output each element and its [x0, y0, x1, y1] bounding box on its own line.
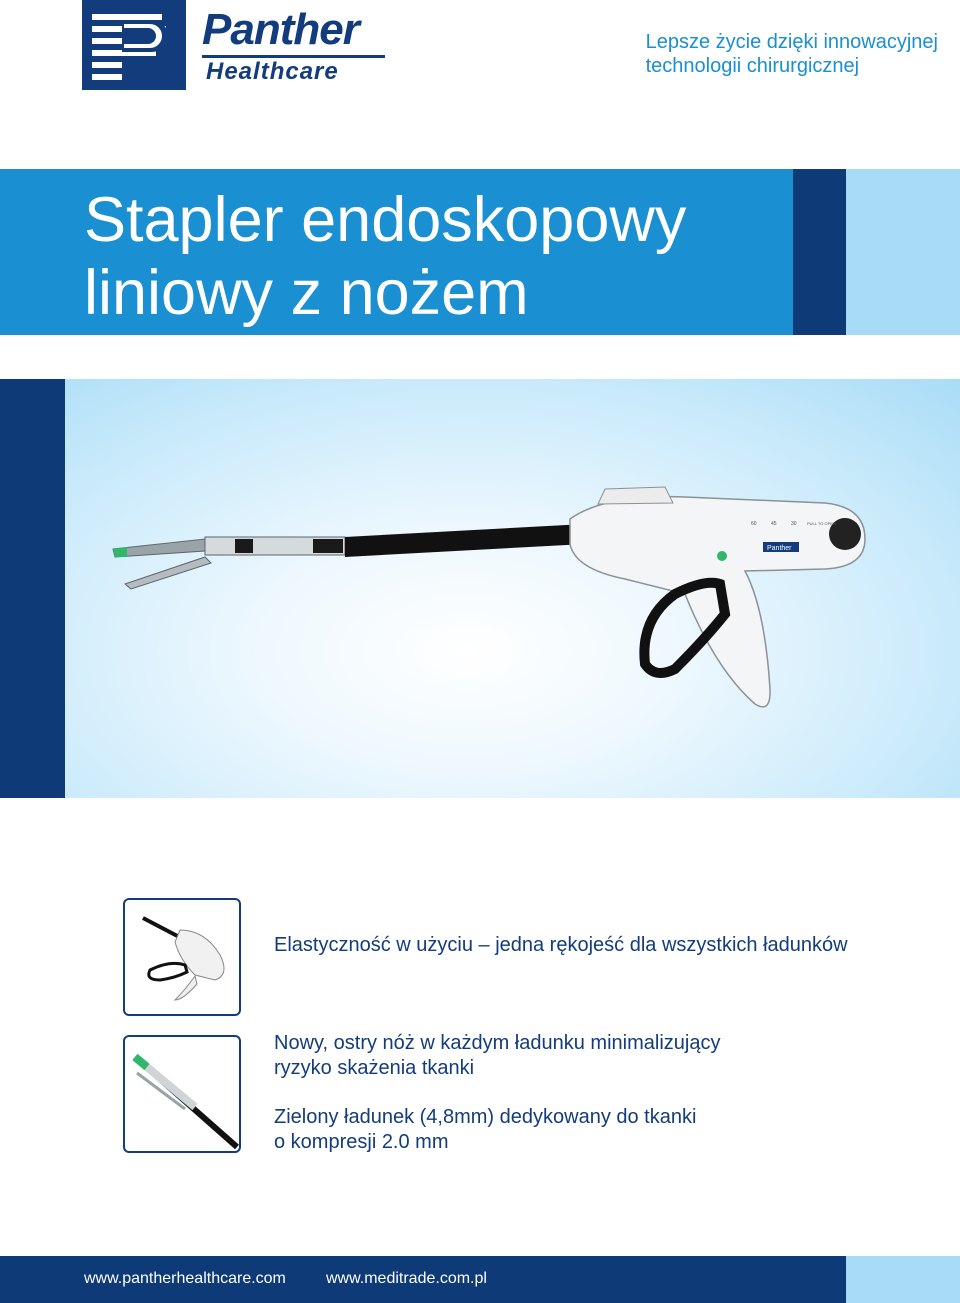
device-badge: Panther	[767, 545, 792, 552]
title-accent-light	[846, 169, 960, 335]
tagline-line2: technologii chirurgicznej	[645, 55, 860, 77]
hero-accent-bar	[0, 379, 65, 798]
feature-2-line1: Nowy, ostry nóż w każdym ładunku minimalizujący	[274, 1032, 721, 1054]
logo-mark	[82, 0, 186, 90]
footer-link-panther[interactable]: www.pantherhealthcare.com	[84, 1270, 286, 1287]
thumbnail-cartridge	[123, 1035, 241, 1153]
page-title	[84, 184, 686, 330]
cartridge-thumb-image	[125, 1037, 239, 1155]
feature-2	[274, 1031, 720, 1081]
tagline	[646, 30, 938, 78]
feature-3-line2: o kompresji 2.0 mm	[274, 1131, 449, 1153]
stapler-illustration	[65, 379, 960, 798]
title-accent-dark	[793, 169, 846, 335]
scale-label-60: 60	[751, 521, 757, 527]
scale-label-45: 45	[771, 521, 777, 527]
feature-2-line2: ryzyko skażenia tkanki	[274, 1057, 475, 1079]
feature-3-line1: Zielony ładunek (4,8mm) dedykowany do tkanki	[274, 1106, 697, 1128]
feature-1: Elastyczność w użyciu – jedna rękojeść dla wszystkich ładunków	[274, 934, 848, 956]
scale-label-30: 30	[791, 521, 797, 527]
footer-accent	[846, 1256, 960, 1303]
page-title-line2: liniowy z nożem	[84, 258, 529, 329]
brand-name: Panther	[202, 5, 359, 54]
footer-link-meditrade[interactable]: www.meditrade.com.pl	[326, 1270, 487, 1287]
feature-3	[274, 1105, 696, 1155]
tagline-line1: Lepsze życie dzięki innowacyjnej	[645, 31, 938, 53]
thumbnail-handle	[123, 898, 241, 1016]
panther-p-icon	[82, 0, 186, 90]
page-title-line1: Stapler endoskopowy	[84, 185, 687, 255]
brand-subtitle: Healthcare	[206, 58, 339, 85]
hero-product-image	[65, 379, 960, 798]
scale-label-pull: PULL TO OPEN	[807, 521, 836, 526]
handle-thumb-image	[125, 900, 239, 1014]
